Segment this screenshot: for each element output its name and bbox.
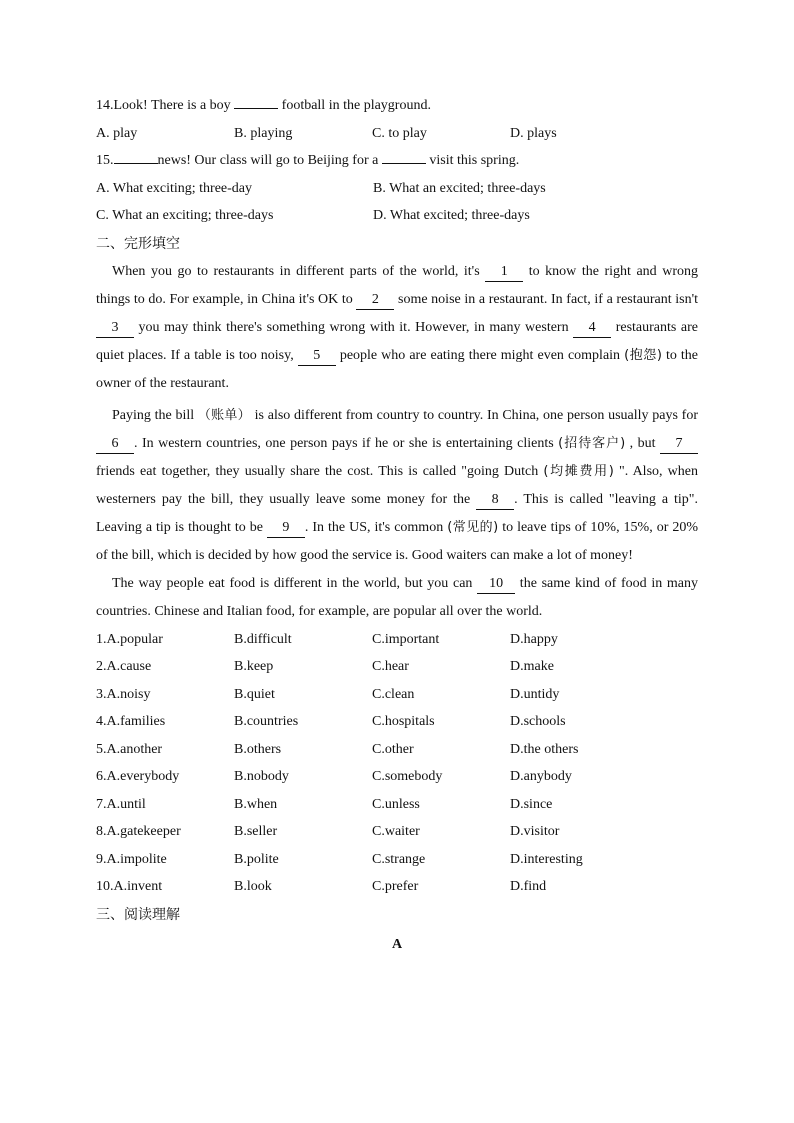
cloze-option-6-a: 6.A.everybody xyxy=(96,769,180,784)
cloze-paragraph-3: The way people eat food is different in the world, but you can 10 the same kind of food in many countries. Chinese and Italian food, for example, are popular all over the world. xyxy=(96,575,699,619)
cloze-option-3-a: 3.A.noisy xyxy=(96,686,151,702)
cloze-option-1-d: D.happy xyxy=(510,631,558,647)
q15-option-c: C. What an exciting; three-days xyxy=(96,208,274,223)
cloze-paragraph-2: Paying the bill （账单） is also different from country to country. In China, one person usually pays for 6 . In western countries, one person pays if he or she is entertaining clients (招待客户) , but 7 friends eat together, they usually share the cost. This is called "going Dutch (均摊费用) ". Also, when westerners pay the bill, they usually leave some money for the 8 . This is called "leaving a tip". Leaving a tip is thought to be 9 . In the US, it's common (常见的) to leave tips of 10%, 15%, or 20% of the bill, which is decided by how good the service is. Good waiters can make a lot of money! xyxy=(96,407,698,563)
section-heading-reading: 三、阅读理解 xyxy=(96,906,180,923)
cloze-blank-6: 6 xyxy=(96,435,134,454)
cloze-option-2-c: C.hear xyxy=(372,659,409,674)
cloze-option-4-d: D.schools xyxy=(510,714,566,729)
cloze-option-row-10 xyxy=(96,873,698,901)
cloze-option-8-d: D.visitor xyxy=(510,824,560,839)
q14-option-b: B. playing xyxy=(234,125,293,141)
gloss-bill: （账单） xyxy=(197,407,251,423)
q15-blank-1 xyxy=(114,163,158,164)
cloze-blank-2: 2 xyxy=(356,291,394,310)
section-heading-cloze: 二、完形填空 xyxy=(96,235,180,252)
cloze-option-5-a: 5.A.another xyxy=(96,741,163,757)
cloze-option-7-b: B.when xyxy=(234,796,278,812)
cloze-option-8-b: B.seller xyxy=(234,824,278,839)
cloze-blank-3: 3 xyxy=(96,319,134,338)
cloze-blank-10: 10 xyxy=(477,575,515,594)
cloze-blank-4: 4 xyxy=(573,319,611,338)
cloze-blank-7: 7 xyxy=(660,435,698,454)
cloze-option-6-d: D.anybody xyxy=(510,769,572,784)
cloze-option-4-c: C.hospitals xyxy=(372,714,435,729)
cloze-option-2-b: B.keep xyxy=(234,659,274,674)
gloss-complain: (抱怨) xyxy=(624,347,662,363)
cloze-blank-1: 1 xyxy=(485,263,523,282)
cloze-option-5-d: D.the others xyxy=(510,741,579,757)
gloss-common: (常见的) xyxy=(447,519,499,535)
q14-blank xyxy=(234,108,278,109)
cloze-options xyxy=(96,626,698,901)
cloze-option-row-8 xyxy=(96,818,698,846)
q14-options xyxy=(96,120,698,148)
cloze-option-row-5 xyxy=(96,736,698,764)
cloze-option-6-c: C.somebody xyxy=(372,769,443,784)
cloze-option-3-b: B.quiet xyxy=(234,686,275,702)
cloze-option-10-b: B.look xyxy=(234,879,272,894)
cloze-option-row-6 xyxy=(96,763,698,791)
q15-option-a: A. What exciting; three-day xyxy=(96,180,253,196)
cloze-option-9-a: 9.A.impolite xyxy=(96,851,167,867)
q15-options-row-1 xyxy=(96,175,698,203)
q15-option-d: D. What excited; three-days xyxy=(373,208,530,223)
cloze-option-1-b: B.difficult xyxy=(234,631,292,647)
worksheet-content xyxy=(96,92,698,959)
cloze-option-5-b: B.others xyxy=(234,741,282,757)
cloze-option-row-9 xyxy=(96,846,698,874)
q15-blank-2 xyxy=(382,163,426,164)
cloze-option-2-d: D.make xyxy=(510,659,554,674)
cloze-option-9-d: D.interesting xyxy=(510,851,583,867)
q14-option-a: A. play xyxy=(96,125,138,141)
gloss-going-dutch: (均摊费用) xyxy=(543,463,614,479)
cloze-option-10-c: C.prefer xyxy=(372,879,419,894)
cloze-option-10-a: 10.A.invent xyxy=(96,879,163,894)
cloze-option-8-c: C.waiter xyxy=(372,824,420,839)
cloze-option-4-b: B.countries xyxy=(234,714,299,729)
cloze-option-9-b: B.polite xyxy=(234,851,279,867)
cloze-option-row-3 xyxy=(96,681,698,709)
cloze-option-row-1 xyxy=(96,626,698,654)
cloze-option-row-7 xyxy=(96,791,698,819)
q15-stem: 15. news! Our class will go to Beijing for a visit this spring. xyxy=(96,153,520,168)
gloss-entertain-clients: (招待客户) xyxy=(558,435,626,451)
cloze-option-6-b: B.nobody xyxy=(234,769,289,784)
cloze-blank-8: 8 xyxy=(476,491,514,510)
cloze-option-1-c: C.important xyxy=(372,631,440,647)
cloze-option-7-c: C.unless xyxy=(372,796,420,812)
cloze-paragraph-1: When you go to restaurants in different parts of the world, it's 1 to know the right and wrong things to do. For example, in China it's OK to 2 some noise in a restaurant. In fact, if a restaurant isn't 3 you may think there's something wrong with it. However, in many western 4 restaurants are quiet places. If a table is too noisy, 5 people who are eating there might even complain (抱怨) to the owner of the restaurant. xyxy=(96,263,699,391)
cloze-option-9-c: C.strange xyxy=(372,851,426,867)
cloze-option-7-d: D.since xyxy=(510,796,553,812)
cloze-option-5-c: C.other xyxy=(372,741,414,757)
cloze-option-3-c: C.clean xyxy=(372,686,415,702)
cloze-option-row-2 xyxy=(96,653,698,681)
cloze-option-2-a: 2.A.cause xyxy=(96,659,152,674)
cloze-blank-9: 9 xyxy=(267,519,305,538)
q15-options-row-2 xyxy=(96,202,698,230)
cloze-option-3-d: D.untidy xyxy=(510,686,560,702)
q14-stem: 14.Look! There is a boy football in the playground. xyxy=(96,98,431,113)
cloze-option-8-a: 8.A.gatekeeper xyxy=(96,824,181,839)
cloze-option-1-a: 1.A.popular xyxy=(96,631,163,647)
q14-option-c: C. to play xyxy=(372,125,427,141)
cloze-option-4-a: 4.A.families xyxy=(96,714,166,729)
q15-option-b: B. What an excited; three-days xyxy=(373,180,546,196)
cloze-option-10-d: D.find xyxy=(510,879,547,894)
cloze-option-7-a: 7.A.until xyxy=(96,796,146,812)
cloze-blank-5: 5 xyxy=(298,347,336,366)
passage-label-a: A xyxy=(391,936,403,952)
q14-option-d: D. plays xyxy=(510,125,557,141)
cloze-option-row-4 xyxy=(96,708,698,736)
